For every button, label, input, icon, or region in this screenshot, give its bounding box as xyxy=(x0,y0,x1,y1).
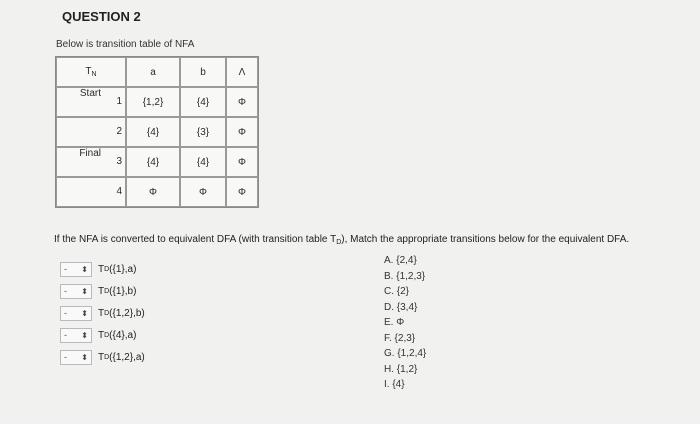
match-select[interactable] xyxy=(60,284,92,299)
header-state-t: T xyxy=(85,66,92,77)
td-arg: ({1},b) xyxy=(109,285,137,297)
td-symbol: T xyxy=(98,263,105,275)
match-select[interactable] xyxy=(60,350,92,365)
state-cell xyxy=(56,147,126,177)
answer-option: I. {4} xyxy=(384,379,405,390)
td-arg: ({1},a) xyxy=(109,263,137,275)
td-arg: ({1,2},a) xyxy=(109,351,145,363)
question-text xyxy=(54,234,629,246)
answer-option: F. {2,3} xyxy=(384,332,416,344)
table-row xyxy=(56,177,258,207)
match-select[interactable] xyxy=(60,328,92,343)
answer-option: E. Φ xyxy=(384,317,405,328)
match-row xyxy=(60,258,145,280)
header-lambda: Λ xyxy=(226,57,258,87)
table-row xyxy=(56,87,258,117)
cell-lambda: Φ xyxy=(226,177,258,207)
td-symbol: T xyxy=(98,351,105,363)
td-sub: D xyxy=(104,265,110,273)
nfa-transition-table xyxy=(55,56,259,208)
updown-arrow-icon: ⬍ xyxy=(81,352,88,362)
cell-b: Φ xyxy=(180,177,226,207)
updown-arrow-icon: ⬍ xyxy=(81,308,88,318)
header-state xyxy=(56,57,126,87)
select-value: - xyxy=(64,308,67,318)
intro-text: Below is transition table of NFA xyxy=(56,39,195,50)
question-part2: ), Match the appropriate transitions below for the equivalent DFA. xyxy=(341,234,630,245)
select-value: - xyxy=(64,330,67,340)
table-row xyxy=(56,147,258,177)
cell-b: {4} xyxy=(180,87,226,117)
select-value: - xyxy=(64,264,67,274)
cell-a: {4} xyxy=(126,117,180,147)
table-header-row xyxy=(56,57,258,87)
header-state-sub: N xyxy=(91,71,97,78)
td-sub: D xyxy=(104,309,110,317)
cell-lambda: Φ xyxy=(226,87,258,117)
state-number: 4 xyxy=(116,186,122,197)
td-sub: D xyxy=(104,287,110,295)
answer-option: H. {1,2} xyxy=(384,363,418,375)
cell-a: Φ xyxy=(126,177,180,207)
question-title: QUESTION 2 xyxy=(62,9,141,24)
state-label: Final xyxy=(79,148,101,159)
match-row xyxy=(60,346,145,368)
td-sub: D xyxy=(104,353,110,361)
state-number: 1 xyxy=(116,96,122,107)
state-label: Start xyxy=(79,88,101,99)
header-a: a xyxy=(126,57,180,87)
updown-arrow-icon: ⬍ xyxy=(81,330,88,340)
answer-option: B. {1,2,3} xyxy=(384,270,426,282)
answer-list xyxy=(384,255,426,395)
match-row xyxy=(60,280,145,302)
td-symbol: T xyxy=(98,307,105,319)
updown-arrow-icon: ⬍ xyxy=(81,286,88,296)
cell-b: {3} xyxy=(180,117,226,147)
state-cell xyxy=(56,177,126,207)
td-sub: D xyxy=(104,331,110,339)
state-number: 2 xyxy=(116,126,122,137)
table-row xyxy=(56,117,258,147)
td-arg: ({4},a) xyxy=(109,329,137,341)
answer-option: C. {2} xyxy=(384,286,410,297)
match-row xyxy=(60,302,145,324)
question-part1: If the NFA is converted to equivalent DFA (with transition table T xyxy=(54,234,337,245)
state-number: 3 xyxy=(116,156,122,167)
match-select[interactable] xyxy=(60,306,92,321)
answer-option: G. {1,2,4} xyxy=(384,348,427,359)
select-value: - xyxy=(64,286,67,296)
state-cell xyxy=(56,87,126,117)
match-row xyxy=(60,324,145,346)
cell-a: {4} xyxy=(126,147,180,177)
td-symbol: T xyxy=(98,285,105,297)
cell-a: {1,2} xyxy=(126,87,180,117)
match-list xyxy=(60,258,145,368)
answer-option: D. {3,4} xyxy=(384,301,418,313)
cell-lambda: Φ xyxy=(226,117,258,147)
cell-b: {4} xyxy=(180,147,226,177)
question-sub: D xyxy=(336,239,342,246)
select-value: - xyxy=(64,352,67,362)
updown-arrow-icon: ⬍ xyxy=(81,264,88,274)
state-cell xyxy=(56,117,126,147)
answer-option: A. {2,4} xyxy=(384,255,417,266)
cell-lambda: Φ xyxy=(226,147,258,177)
td-symbol: T xyxy=(98,329,105,341)
match-select[interactable] xyxy=(60,262,92,277)
td-arg: ({1,2},b) xyxy=(109,307,145,319)
header-b: b xyxy=(180,57,226,87)
